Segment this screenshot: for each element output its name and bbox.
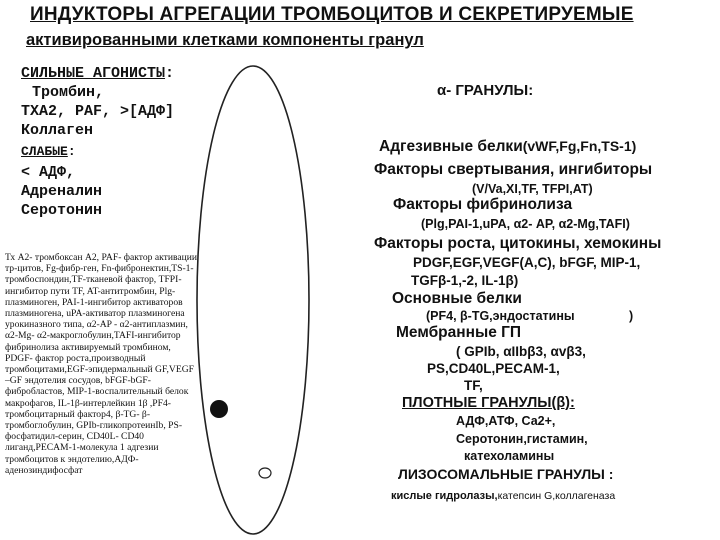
weak-agonist-item: < АДФ, (21, 164, 76, 181)
membrane-detail-2: PS,CD40L,PECAM-1, (427, 361, 560, 376)
lysosomal-granules-header: ЛИЗОСОМАЛЬНЫЕ ГРАНУЛЫ : (398, 466, 614, 482)
membrane-glycoproteins: Мембранные ГП (396, 324, 522, 341)
basic-detail-a: (PF4, β-TG,эндостатины (426, 309, 575, 323)
basic-proteins: Основные белки (392, 290, 522, 307)
lysosome-icon (259, 468, 271, 478)
adhesive-proteins: Адгезивные белки(vWF,Fg,Fn,TS-1) (379, 138, 637, 155)
growth-detail-2: TGFβ-1,-2, IL-1β) (411, 273, 519, 288)
slide-subtitle: активированными клетками компоненты гранул (26, 31, 424, 49)
platelet-diagram (195, 62, 311, 540)
coagulation-factors: Факторы свертывания, ингибиторы (374, 161, 653, 178)
lysosomal-detail: кислые гидролазы,катепсин G,коллагеназа (391, 490, 616, 502)
strong-agonist-item: ТХА2, PAF, >[АДФ] (21, 103, 175, 120)
weak-agonists-header: СЛАБЫЕ: (21, 144, 76, 159)
strong-agonist-item: Коллаген (21, 122, 94, 139)
fibrinolysis-detail: (Plg,PAI-1,uPA, α2- AP, α2-Mg,TAFI) (421, 217, 630, 231)
strong-agonist-item: Тромбин, (32, 84, 105, 101)
growth-detail-1: PDGF,EGF,VEGF(A,C), bFGF, MIP-1, (413, 255, 641, 270)
basic-detail-b: ) (629, 309, 634, 323)
dense-granules-header: ПЛОТНЫЕ ГРАНУЛЫ(β): (402, 395, 575, 411)
fibrinolysis-factors: Факторы фибринолиза (393, 196, 573, 213)
membrane-detail-1: ( GPIb, αIIbβ3, αvβ3, (456, 344, 586, 359)
slide-title: ИНДУКТОРЫ АГРЕГАЦИИ ТРОМБОЦИТОВ И СЕКРЕТИРУЕМЫЕ (30, 4, 634, 25)
abbreviation-legend: Тх А2- тромбоксан А2, PAF- фактор активации тр-цитов, Fg-фибр-ген, Fn-фибронектин,TS-1-тромбоспондин,TF-тканевой фактор, TFPI-ингибитор пути TF, AT-антитромбин, Plg-плазминоген, PAI-1-ингибитор активаторов плазминогена, uPA-активатор плазминогена урокиназного типа, α2-AP - α2-антиплазмин, α2-Mg- α2-макроглобулин,TAFI-ингибитор фибринолиза активируемый тромбином, PDGF- фактор роста,производный тромбоцитами,EGF-эпидермальный GF,VEGF –GF эндотелия сосудов, bFGF-bGF-фибробластов, MIP-1-воспалительный белок макрофагов, IL-1β-интерлейкин 1β ,PF4- тромбоцитарный фактор4, β-TG- β-тромбоглобулин, GPIb-гликопротеинIb, PS-фосфатидил-серин, CD40L- CD40 лиганд,PECAM-1-молекула 1 адгезии тромбоцитов к эндотелию,АДФ-аденозиндифосфат (5, 252, 198, 476)
dense-detail-2: Серотонин,гистамин, (456, 432, 588, 446)
dense-detail-3: катехоламины (464, 449, 555, 463)
strong-agonists-header: СИЛЬНЫЕ АГОНИСТЫ: (21, 65, 175, 82)
dense-granule-icon (210, 400, 228, 418)
platelet-cell-outline (197, 66, 309, 534)
dense-detail-1: АДФ,АТФ, Са2+, (456, 414, 556, 428)
membrane-detail-3: TF, (464, 378, 483, 393)
growth-factors: Факторы роста, цитокины, хемокины (374, 235, 662, 252)
weak-agonist-item: Серотонин (21, 202, 103, 219)
coagulation-detail: (V/Va,XI,TF, TFPI,AT) (472, 182, 593, 196)
alpha-granules-header: α- ГРАНУЛЫ: (437, 82, 534, 99)
weak-agonist-item: Адреналин (21, 183, 103, 200)
